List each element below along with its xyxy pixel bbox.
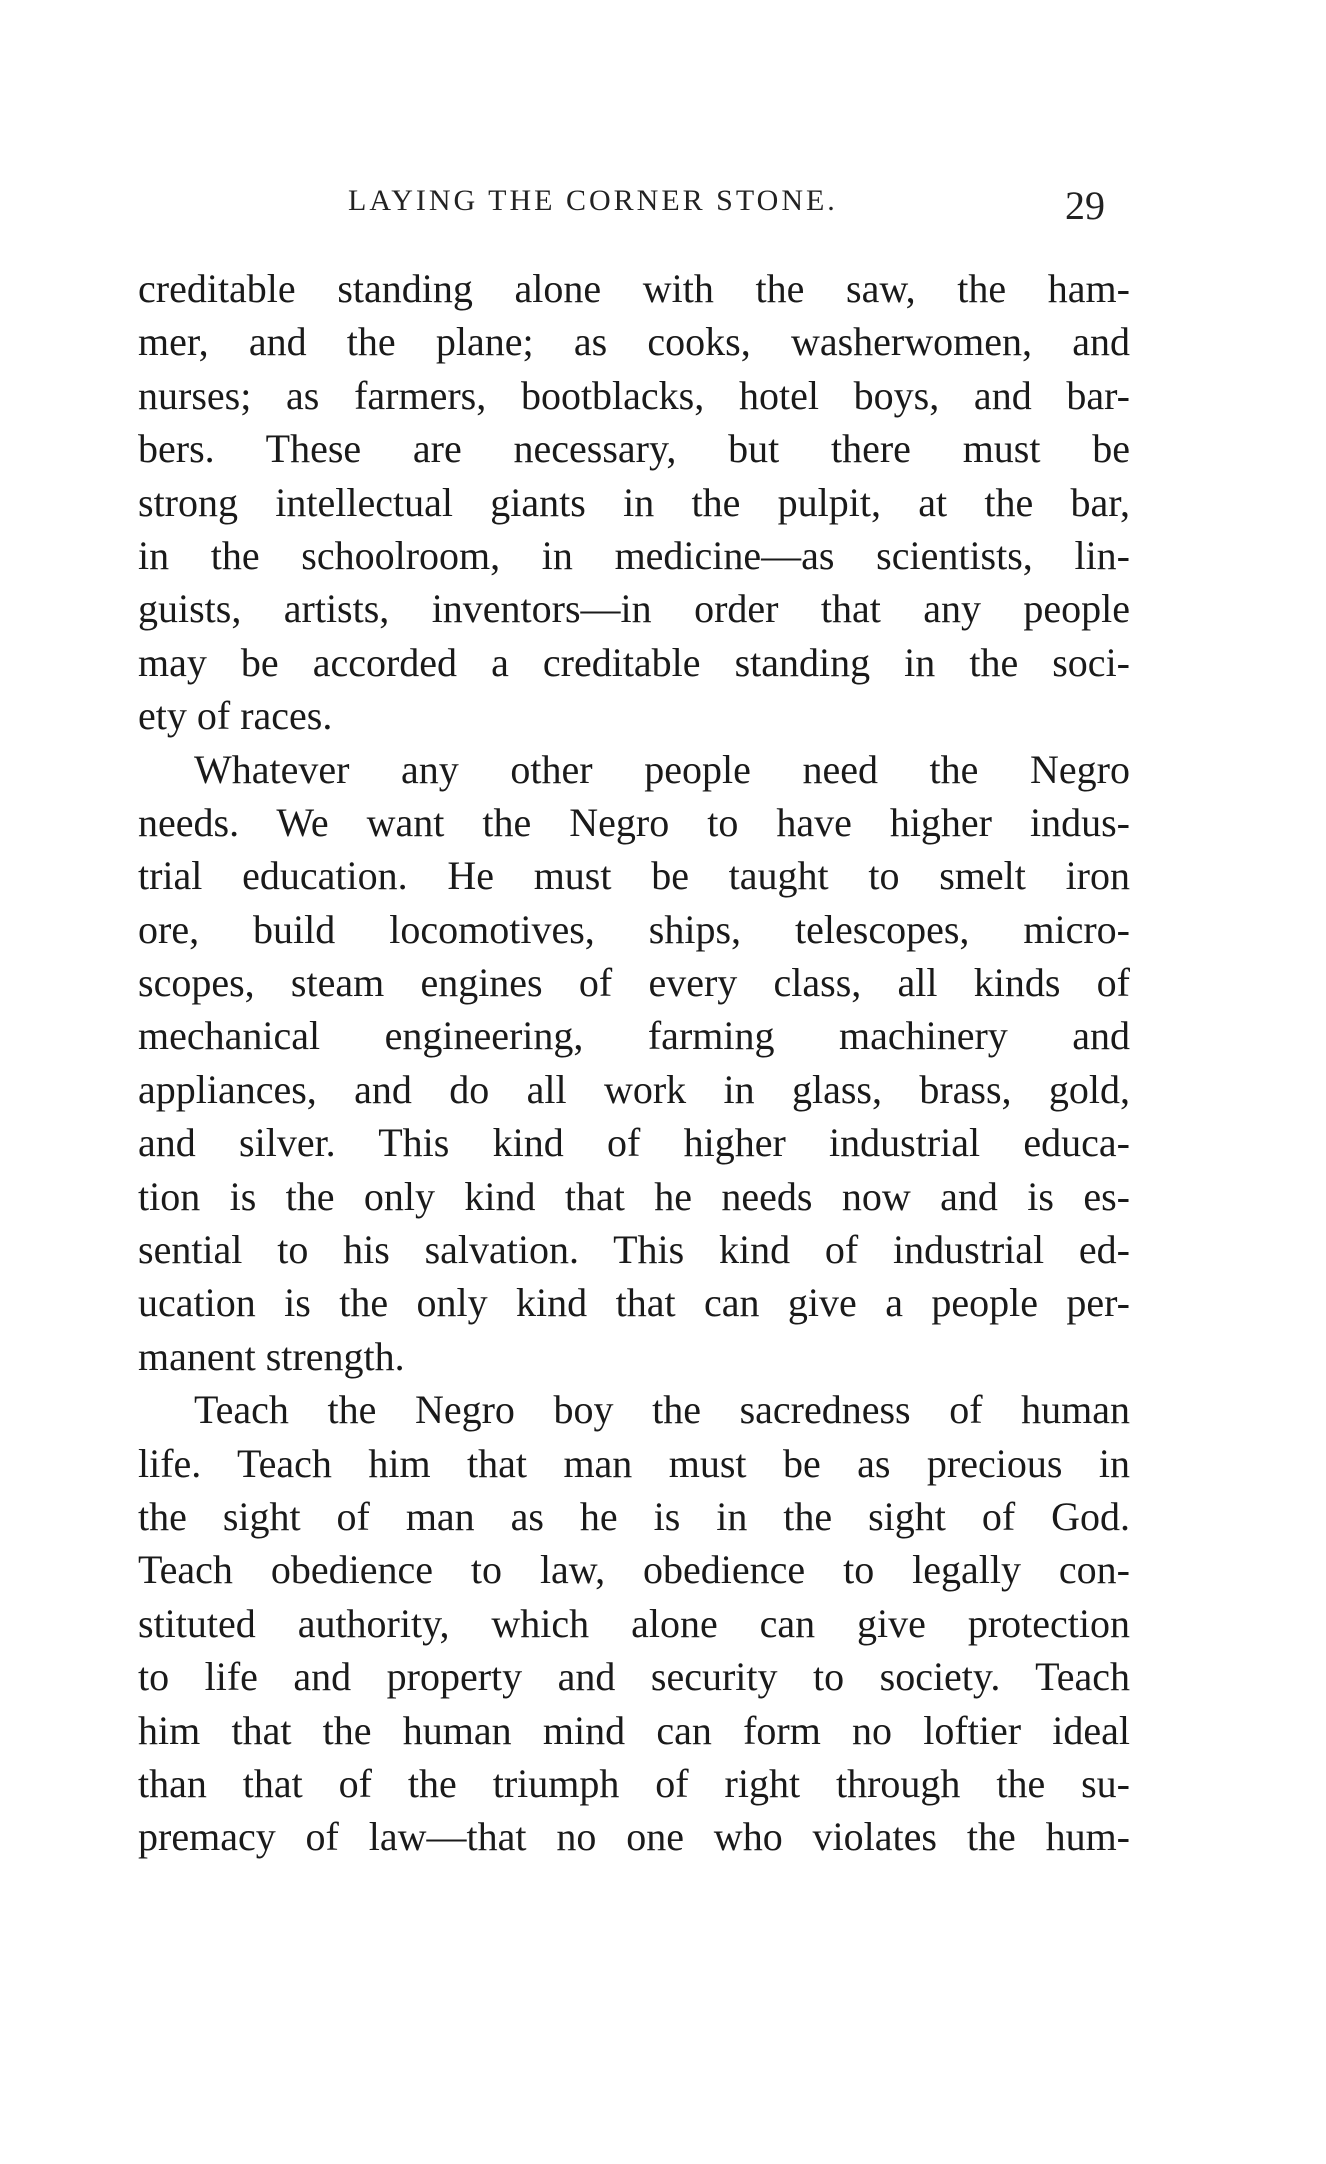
- text-line: needs. We want the Negro to have higher indus-: [138, 799, 1130, 845]
- text-line: ore, build locomotives, ships, telescopes, micro-: [138, 906, 1130, 952]
- text-line: and silver. This kind of higher industrial educa-: [138, 1120, 1130, 1166]
- text-line: may be accorded a creditable standing in the soci-: [138, 639, 1130, 685]
- text-line: sential to his salvation. This kind of industrial ed-: [138, 1227, 1130, 1273]
- text-line: mer, and the plane; as cooks, washerwomen, and: [138, 319, 1130, 365]
- text-line: appliances, and do all work in glass, brass, gold,: [138, 1066, 1130, 1112]
- text-line: nurses; as farmers, bootblacks, hotel boys, and bar-: [138, 372, 1130, 418]
- text-line: ucation is the only kind that can give a people per-: [138, 1280, 1130, 1326]
- text-line: bers. These are necessary, but there must be: [138, 426, 1130, 472]
- text-line: ety of races.: [138, 693, 333, 739]
- text-line: life. Teach him that man must be as precious in: [138, 1440, 1130, 1486]
- text-line: premacy of law—that no one who violates the hum-: [138, 1814, 1130, 1860]
- text-line: guists, artists, inventors—in order that any people: [138, 586, 1130, 632]
- text-line: creditable standing alone with the saw, the ham-: [138, 266, 1130, 311]
- text-line: tion is the only kind that he needs now and is es-: [138, 1173, 1130, 1219]
- running-title: LAYING THE CORNER STONE.: [348, 184, 838, 217]
- text-line: strong intellectual giants in the pulpit, at the bar,: [138, 479, 1130, 525]
- body-text: [138, 262, 1130, 1864]
- text-line: to life and property and security to society. Teach: [138, 1654, 1130, 1700]
- text-line: scopes, steam engines of every class, all kinds of: [138, 960, 1130, 1006]
- text-line: stituted authority, which alone can give protection: [138, 1600, 1130, 1646]
- text-line: the sight of man as he is in the sight of God.: [138, 1493, 1130, 1539]
- text-line: manent strength.: [138, 1333, 405, 1379]
- text-line: Whatever any other people need the Negro: [194, 746, 1130, 792]
- text-line: Teach obedience to law, obedience to legally con-: [138, 1547, 1130, 1593]
- text-line: trial education. He must be taught to smelt iron: [138, 853, 1130, 899]
- text-line: mechanical engineering, farming machinery and: [138, 1013, 1130, 1059]
- page-number: 29: [1065, 183, 1105, 228]
- text-line: in the schoolroom, in medicine—as scientists, lin-: [138, 532, 1130, 578]
- text-line: him that the human mind can form no loftier ideal: [138, 1707, 1130, 1753]
- text-line: than that of the triumph of right through the su-: [138, 1760, 1130, 1806]
- text-line: Teach the Negro boy the sacredness of human: [194, 1387, 1130, 1433]
